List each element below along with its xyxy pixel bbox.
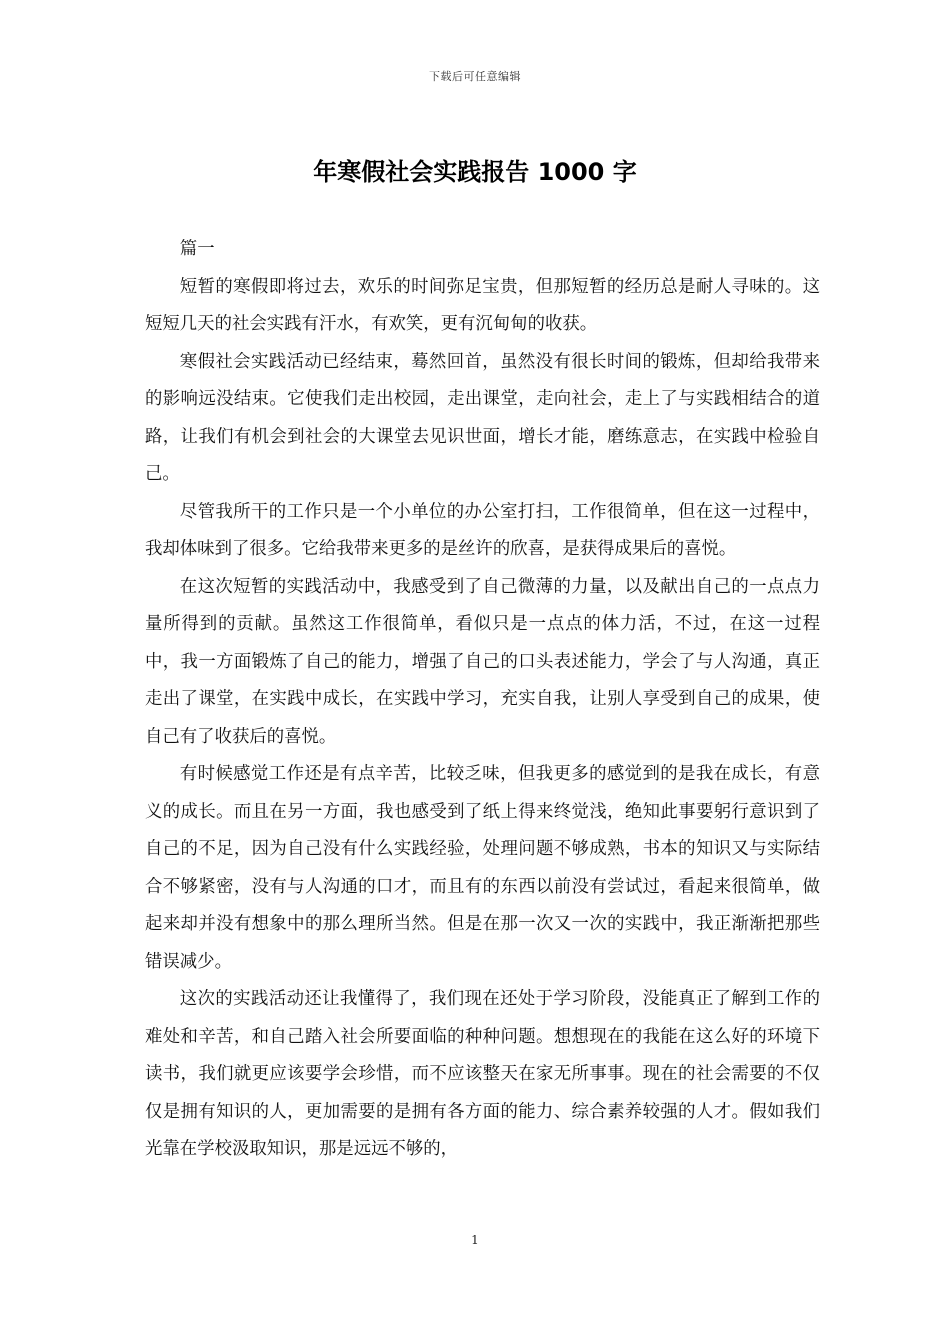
paragraph-6: 这次的实践活动还让我懂得了，我们现在还处于学习阶段，没能真正了解到工作的难处和辛苦，和自己踏入社会所要面临的种种问题。想想现在的我能在这么好的环境下读书，我们就更应该要学会珍惜，而不应该整天在家无所事事。现在的社会需要的不仅仅是拥有知识的人，更加需要的是拥有各方面的能力、综合素养较强的人才。假如我们光靠在学校汲取知识，那是远远不够的， (145, 989, 820, 1159)
document-body (145, 231, 820, 1169)
document-title: 年寒假社会实践报告 1000 字 (313, 158, 637, 186)
header-note: 下载后可任意编辑 (429, 70, 521, 83)
paragraph-2: 寒假社会实践活动已经结束，蓦然回首，虽然没有很长时间的锻炼，但却给我带来的影响远没结束。它使我们走出校园，走出课堂，走向社会，走上了与实践相结合的道路，让我们有机会到社会的大课堂去见识世面，增长才能，磨练意志，在实践中检验自己。 (145, 351, 820, 484)
paragraph-5: 有时候感觉工作还是有点辛苦，比较乏味，但我更多的感觉到的是我在成长，有意义的成长。而且在另一方面，我也感受到了纸上得来终觉浅，绝知此事要躬行意识到了自己的不足，因为自己没有什么实践经验，处理问题不够成熟，书本的知识又与实际结合不够紧密，没有与人沟通的口才，而且有的东西以前没有尝试过，看起来很简单，做起来却并没有想象中的那么理所当然。但是在那一次又一次的实践中，我正渐渐把那些错误减少。 (145, 764, 820, 972)
paragraph-4: 在这次短暂的实践活动中，我感受到了自己微薄的力量，以及献出自己的一点点力量所得到的贡献。虽然这工作很简单，看似只是一点点的体力活，不过，在这一过程中，我一方面锻炼了自己的能力，增强了自己的口头表述能力，学会了与人沟通，真正走出了课堂，在实践中成长，在实践中学习，充实自我，让别人享受到自己的成果，使自己有了收获后的喜悦。 (145, 576, 820, 747)
page-number: 1 (471, 1233, 479, 1247)
paragraph-1: 短暂的寒假即将过去，欢乐的时间弥足宝贵，但那短暂的经历总是耐人寻味的。这短短几天的社会实践有汗水，有欢笑，更有沉甸甸的收获。 (145, 276, 820, 334)
section-label: 篇一 (179, 239, 215, 259)
paragraph-3: 尽管我所干的工作只是一个小单位的办公室打扫，工作很简单，但在这一过程中，我却体味到了很多。它给我带来更多的是丝许的欣喜，是获得成果后的喜悦。 (145, 501, 820, 559)
